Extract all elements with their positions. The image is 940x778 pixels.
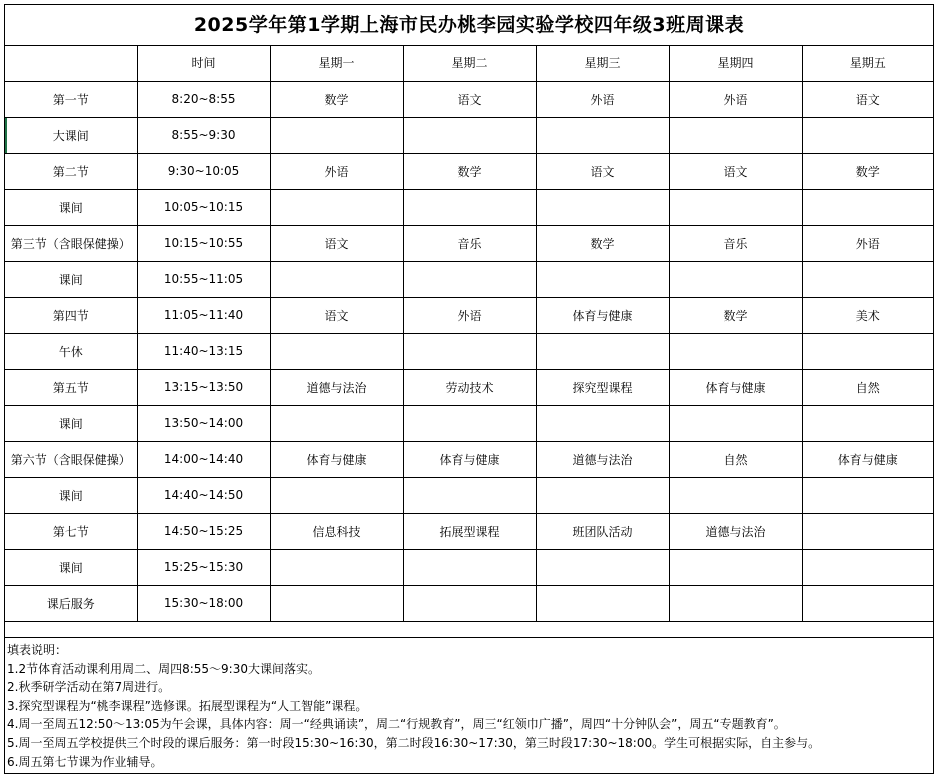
course-cell[interactable]: 体育与健康 <box>669 369 802 405</box>
period-cell[interactable]: 第二节 <box>5 153 137 189</box>
table-row <box>5 549 933 585</box>
course-cell[interactable] <box>536 261 669 297</box>
table-row <box>5 477 933 513</box>
course-cell[interactable] <box>669 189 802 225</box>
table-row <box>5 153 933 189</box>
course-cell[interactable] <box>669 117 802 153</box>
table-row <box>5 333 933 369</box>
time-cell[interactable]: 13:15~13:50 <box>137 369 270 405</box>
course-cell[interactable] <box>669 477 802 513</box>
course-cell[interactable] <box>669 549 802 585</box>
course-cell[interactable]: 数学 <box>802 153 933 189</box>
note-item: 4.周一至周五12:50～13:05为午会课，具体内容：周一“经典诵读”，周二“行规教育”，周三“红领巾广播”，周四“十分钟队会”，周五“专题教育”。 <box>7 717 786 732</box>
period-cell[interactable]: 课间 <box>5 405 137 441</box>
course-cell[interactable]: 数学 <box>536 225 669 261</box>
course-cell[interactable]: 道德与法治 <box>270 369 403 405</box>
table-row <box>5 261 933 297</box>
course-cell[interactable]: 语文 <box>669 153 802 189</box>
course-cell[interactable] <box>403 477 536 513</box>
course-cell[interactable]: 自然 <box>802 369 933 405</box>
time-cell[interactable]: 11:05~11:40 <box>137 297 270 333</box>
course-cell[interactable]: 信息科技 <box>270 513 403 549</box>
table-row <box>5 225 933 261</box>
course-cell[interactable]: 探究型课程 <box>536 369 669 405</box>
course-cell[interactable] <box>536 585 669 621</box>
time-cell[interactable]: 10:55~11:05 <box>137 261 270 297</box>
notes-heading: 填表说明： <box>7 643 68 657</box>
course-cell[interactable] <box>403 261 536 297</box>
course-cell[interactable] <box>536 189 669 225</box>
period-cell[interactable]: 第六节（含眼保健操） <box>5 441 137 477</box>
time-cell[interactable]: 10:05~10:15 <box>137 189 270 225</box>
course-cell[interactable]: 数学 <box>669 297 802 333</box>
period-cell[interactable]: 第四节 <box>5 297 137 333</box>
course-cell[interactable]: 音乐 <box>669 225 802 261</box>
period-cell[interactable]: 第七节 <box>5 513 137 549</box>
course-cell[interactable]: 语文 <box>270 225 403 261</box>
course-cell[interactable] <box>802 117 933 153</box>
course-cell[interactable]: 外语 <box>802 225 933 261</box>
course-cell[interactable]: 美术 <box>802 297 933 333</box>
period-cell[interactable]: 课间 <box>5 189 137 225</box>
course-cell[interactable] <box>802 405 933 441</box>
course-cell[interactable]: 语文 <box>270 297 403 333</box>
time-cell[interactable]: 10:15~10:55 <box>137 225 270 261</box>
course-cell[interactable]: 外语 <box>536 81 669 117</box>
course-cell[interactable] <box>270 585 403 621</box>
course-cell[interactable]: 道德与法治 <box>536 441 669 477</box>
course-cell[interactable] <box>802 333 933 369</box>
course-cell[interactable]: 数学 <box>270 81 403 117</box>
course-cell[interactable]: 语文 <box>536 153 669 189</box>
period-cell[interactable]: 第一节 <box>5 81 137 117</box>
course-cell[interactable] <box>536 405 669 441</box>
page-title: 2025学年第1学期上海市民办桃李园实验学校四年级3班周课表 <box>5 5 933 46</box>
course-cell[interactable] <box>270 261 403 297</box>
note-item: 1.2节体育活动课利用周二、周四8:55～9:30大课间落实。 <box>7 661 320 676</box>
course-cell[interactable]: 劳动技术 <box>403 369 536 405</box>
course-cell[interactable] <box>669 585 802 621</box>
course-cell[interactable] <box>536 117 669 153</box>
time-cell[interactable]: 14:00~14:40 <box>137 441 270 477</box>
table-row <box>5 81 933 117</box>
course-cell[interactable] <box>403 333 536 369</box>
time-cell[interactable]: 14:50~15:25 <box>137 513 270 549</box>
time-cell[interactable]: 13:50~14:00 <box>137 405 270 441</box>
course-cell[interactable]: 语文 <box>802 81 933 117</box>
course-cell[interactable] <box>802 261 933 297</box>
course-cell[interactable] <box>536 333 669 369</box>
time-cell[interactable]: 8:55~9:30 <box>137 117 270 153</box>
course-cell[interactable]: 音乐 <box>403 225 536 261</box>
table-row <box>5 189 933 225</box>
time-cell[interactable]: 15:25~15:30 <box>137 549 270 585</box>
course-cell[interactable] <box>403 405 536 441</box>
period-cell[interactable]: 课间 <box>5 549 137 585</box>
note-item: 3.探究型课程为“桃李课程”选修课。拓展型课程为“人工智能”课程。 <box>7 698 368 713</box>
period-cell[interactable]: 午休 <box>5 333 137 369</box>
course-cell[interactable] <box>802 477 933 513</box>
course-cell[interactable]: 数学 <box>403 153 536 189</box>
header-row <box>5 45 933 81</box>
course-cell[interactable]: 语文 <box>403 81 536 117</box>
course-cell[interactable] <box>270 405 403 441</box>
course-cell[interactable]: 外语 <box>669 81 802 117</box>
course-cell[interactable] <box>802 189 933 225</box>
time-cell[interactable]: 8:20~8:55 <box>137 81 270 117</box>
header-cell[interactable]: 星期五 <box>802 45 933 81</box>
header-cell[interactable]: 星期一 <box>270 45 403 81</box>
period-cell[interactable]: 第五节 <box>5 369 137 405</box>
course-cell[interactable] <box>802 513 933 549</box>
course-cell[interactable]: 外语 <box>270 153 403 189</box>
table-row <box>5 297 933 333</box>
course-cell[interactable] <box>536 477 669 513</box>
header-cell[interactable]: 星期三 <box>536 45 669 81</box>
time-cell[interactable]: 11:40~13:15 <box>137 333 270 369</box>
course-cell[interactable] <box>270 333 403 369</box>
course-cell[interactable] <box>403 585 536 621</box>
time-cell[interactable]: 14:40~14:50 <box>137 477 270 513</box>
course-cell[interactable]: 班团队活动 <box>536 513 669 549</box>
time-cell[interactable]: 9:30~10:05 <box>137 153 270 189</box>
table-row <box>5 513 933 549</box>
time-cell[interactable]: 15:30~18:00 <box>137 585 270 621</box>
course-cell[interactable] <box>802 585 933 621</box>
course-cell[interactable] <box>802 549 933 585</box>
table-row <box>5 405 933 441</box>
timetable-grid <box>5 45 933 622</box>
course-cell[interactable] <box>270 477 403 513</box>
period-cell[interactable]: 课后服务 <box>5 585 137 621</box>
course-cell[interactable] <box>669 405 802 441</box>
table-row <box>5 369 933 405</box>
course-cell[interactable] <box>669 333 802 369</box>
table-row <box>5 117 933 153</box>
period-cell[interactable]: 课间 <box>5 477 137 513</box>
course-cell[interactable]: 道德与法治 <box>669 513 802 549</box>
header-cell[interactable]: 星期二 <box>403 45 536 81</box>
course-cell[interactable] <box>403 189 536 225</box>
period-cell[interactable]: 课间 <box>5 261 137 297</box>
note-item: 5.周一至周五学校提供三个时段的课后服务：第一时段15:30~16:30，第二时段16:30~17:30，第三时段17:30~18:00。学生可根据实际，自主参与。 <box>7 735 821 750</box>
timetable-sheet <box>4 4 934 774</box>
course-cell[interactable]: 体育与健康 <box>802 441 933 477</box>
course-cell[interactable] <box>536 549 669 585</box>
header-cell[interactable]: 时间 <box>137 45 270 81</box>
course-cell[interactable]: 体育与健康 <box>536 297 669 333</box>
note-item: 6.周五第七节课为作业辅导。 <box>7 754 163 769</box>
course-cell[interactable] <box>403 549 536 585</box>
course-cell[interactable] <box>270 549 403 585</box>
course-cell[interactable]: 外语 <box>403 297 536 333</box>
course-cell[interactable] <box>270 117 403 153</box>
table-row <box>5 441 933 477</box>
header-cell-blank[interactable] <box>5 45 137 81</box>
course-cell[interactable] <box>669 261 802 297</box>
course-cell[interactable] <box>270 189 403 225</box>
period-cell[interactable]: 大课间 <box>5 117 137 153</box>
notes-section <box>5 637 933 771</box>
note-item: 2.秋季研学活动在第7周进行。 <box>7 680 171 695</box>
table-row <box>5 585 933 621</box>
course-cell[interactable]: 体育与健康 <box>403 441 536 477</box>
course-cell[interactable]: 自然 <box>669 441 802 477</box>
course-cell[interactable]: 拓展型课程 <box>403 513 536 549</box>
course-cell[interactable] <box>403 117 536 153</box>
header-cell[interactable]: 星期四 <box>669 45 802 81</box>
period-cell[interactable]: 第三节（含眼保健操） <box>5 225 137 261</box>
course-cell[interactable]: 体育与健康 <box>270 441 403 477</box>
